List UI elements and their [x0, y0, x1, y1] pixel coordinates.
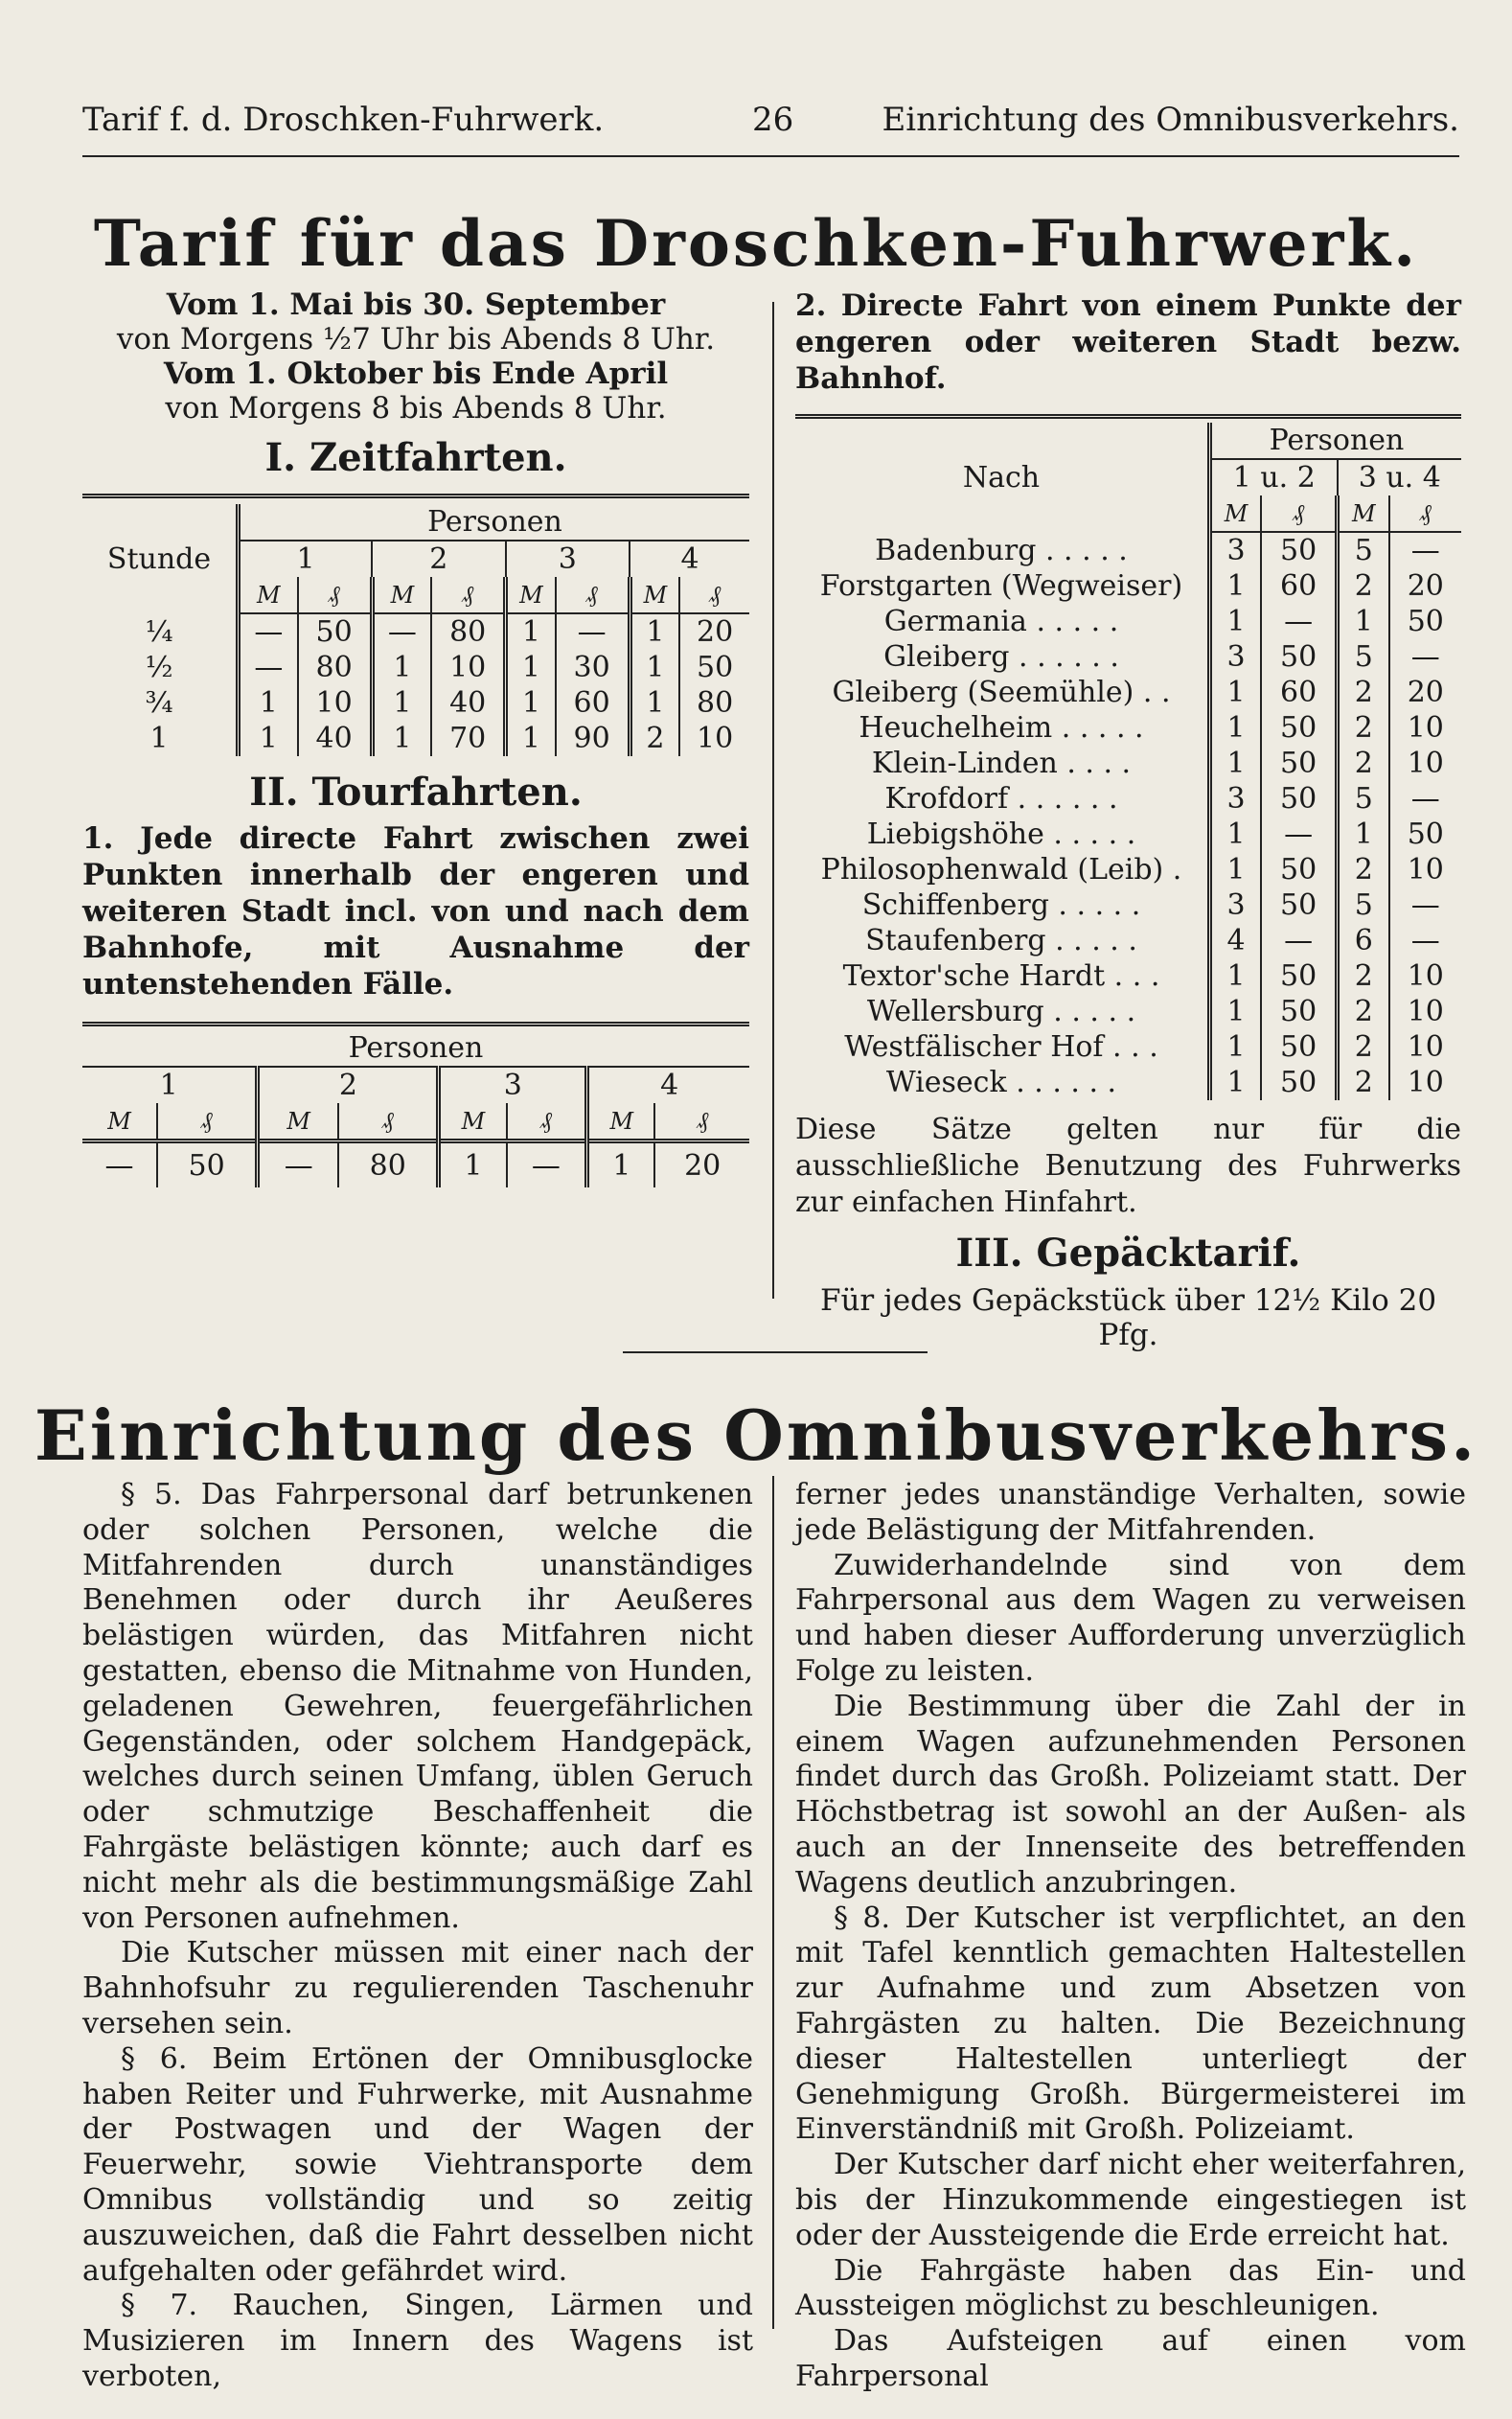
destination-fare: 60	[1261, 675, 1338, 710]
destination-fare: —	[1410, 924, 1440, 957]
destination-row	[795, 817, 1461, 852]
tour-table	[82, 1030, 749, 1187]
destination-name: Textor'sche Hardt . . .	[795, 958, 1210, 994]
timefare-row	[82, 685, 749, 721]
fare-cell: 70	[431, 721, 505, 756]
destination-fare: —	[1410, 888, 1440, 922]
section1-heading: I. Zeitfahrten.	[264, 435, 567, 480]
omnibus-right-column	[795, 1478, 1466, 2395]
unit-pfennig: ₰	[556, 577, 630, 613]
destination-fare: —	[1410, 534, 1440, 567]
col-personen: Personen	[239, 504, 750, 541]
fare-cell: 50	[298, 613, 372, 650]
fare-cell: 1	[630, 613, 679, 650]
persons-4: 4	[680, 542, 699, 576]
tour-fare-cell: 20	[684, 1148, 722, 1183]
destination-fare: 10	[1407, 959, 1444, 993]
timefare-row	[82, 613, 749, 650]
fare-cell: 1	[630, 650, 679, 685]
destination-fare: 5	[1338, 639, 1389, 675]
unit-pfennig: ₰	[1389, 495, 1461, 532]
fare-cell: 2	[630, 721, 679, 756]
destination-fare: 10	[1407, 1066, 1444, 1099]
omnibus-left-column	[82, 1478, 753, 2395]
destination-fare: 1	[1210, 852, 1262, 887]
column-divider-upper	[772, 302, 774, 1299]
tour-fare-cell: —	[258, 1141, 338, 1188]
destination-row	[795, 675, 1461, 710]
destination-fare: 10	[1407, 711, 1444, 745]
destination-fare: —	[1261, 817, 1338, 852]
table3-top-rule	[795, 414, 1461, 419]
tariff-title: Tarif für das Droschken-Fuhrwerk.	[93, 206, 1419, 281]
destination-fare: 50	[1261, 1065, 1338, 1100]
dest-group-3-4: 3 u. 4	[1358, 461, 1441, 495]
destination-table	[795, 423, 1461, 1100]
fare-cell: 10	[431, 650, 505, 685]
running-head-right: Einrichtung des Omnibusverkehrs.	[882, 101, 1459, 139]
destination-fare: 50	[1261, 852, 1338, 887]
fare-cell: 40	[431, 685, 505, 721]
season2-hours: von Morgens 8 bis Abends 8 Uhr.	[165, 391, 667, 426]
section2-heading: II. Tourfahrten.	[249, 770, 583, 815]
destination-row	[795, 639, 1461, 675]
destination-name: Gleiberg . . . . . .	[795, 639, 1210, 675]
destination-fare: 50	[1261, 746, 1338, 781]
destination-fare: 50	[1261, 781, 1338, 817]
destination-fare: —	[1410, 640, 1440, 674]
destination-fare: —	[1261, 923, 1338, 958]
regulation-paragraph: § 8. Der Kutscher ist verpflichtet, an den mit Tafel kenntlich gemachten Haltestellen zur Aufnahme und zum Absetzen von Fahrgästen zu halten. Die Bezeichnung dieser Haltestellen unterliegt der Genehmigung Großh. Bürgermeisterei im Einverständniß mit Großh. Polizeiamt.	[795, 1901, 1466, 2147]
unit-mark: M	[506, 577, 556, 613]
destination-fare: 2	[1338, 994, 1389, 1029]
season1-hours: von Morgens ½7 Uhr bis Abends 8 Uhr.	[116, 322, 716, 357]
tariff-left-column	[82, 288, 749, 1187]
destination-fare: 50	[1261, 532, 1338, 568]
fare-cell: 80	[697, 686, 734, 720]
fare-cell: 1	[630, 685, 679, 721]
unit-mark: M	[1338, 495, 1389, 532]
destination-fare: 50	[1261, 994, 1338, 1029]
stunde-cell: ¾	[82, 685, 239, 721]
col-stunde: Stunde	[82, 504, 239, 613]
destination-name: Heuchelheim . . . . .	[795, 710, 1210, 746]
fare-cell: —	[556, 613, 630, 650]
destination-fare: 1	[1338, 604, 1389, 639]
stunde-cell: ½	[82, 650, 239, 685]
destination-fare: 60	[1261, 568, 1338, 604]
luggage-text: Für jedes Gepäckstück über 12½ Kilo 20 Pfg.	[819, 1283, 1437, 1352]
destination-fare: 4	[1210, 923, 1262, 958]
destination-fare: 10	[1407, 995, 1444, 1028]
unit-mark: M	[630, 577, 679, 613]
fare-cell: 20	[697, 615, 734, 649]
tour-persons-2: 2	[258, 1067, 439, 1103]
destination-fare: 50	[1261, 887, 1338, 923]
usage-note: Diese Sätze gelten nur für die ausschließliche Benutzung des Fuhrwerks zur einfachen Hinfahrt.	[795, 1113, 1461, 1219]
fare-cell: 1	[239, 721, 298, 756]
unit-pfennig: ₰	[431, 577, 505, 613]
dest-col-personen: Personen	[1210, 423, 1462, 459]
fare-cell: 80	[431, 613, 505, 650]
destination-fare: 1	[1210, 958, 1262, 994]
destination-fare: —	[1410, 782, 1440, 816]
regulation-paragraph: ferner jedes unanständige Verhalten, sowie jede Belästigung der Mitfahrenden.	[795, 1478, 1466, 1547]
destination-fare: 2	[1338, 568, 1389, 604]
fare-cell: 90	[556, 721, 630, 756]
destination-fare: 3	[1210, 532, 1262, 568]
destination-row	[795, 958, 1461, 994]
destination-fare: 3	[1210, 639, 1262, 675]
destination-name: Gleiberg (Seemühle) . .	[795, 675, 1210, 710]
destination-fare: 5	[1338, 532, 1389, 568]
tour-fare-cell: —	[82, 1141, 157, 1188]
unit-pfennig: ₰	[654, 1103, 749, 1141]
timefare-row	[82, 650, 749, 685]
destination-name: Schiffenberg . . . . .	[795, 887, 1210, 923]
destination-name: Westfälischer Hof . . .	[795, 1029, 1210, 1065]
header-rule	[82, 155, 1459, 157]
destination-fare: 1	[1210, 817, 1262, 852]
destination-fare: 50	[1261, 639, 1338, 675]
destination-row	[795, 1029, 1461, 1065]
destination-fare: 2	[1338, 852, 1389, 887]
destination-row	[795, 923, 1461, 958]
unit-mark: M	[258, 1103, 338, 1141]
regulation-paragraph: Die Kutscher müssen mit einer nach der Bahnhofsuhr zu regulierenden Taschenuhr versehen sein.	[82, 1936, 753, 2040]
destination-name: Krofdorf . . . . . .	[795, 781, 1210, 817]
persons-2: 2	[372, 541, 506, 577]
destination-fare: 20	[1407, 569, 1444, 603]
fare-cell: —	[239, 650, 298, 685]
tour-persons-4: 4	[660, 1069, 679, 1102]
fare-cell: 10	[298, 685, 372, 721]
fare-cell: 1	[506, 613, 556, 650]
destination-name: Liebigshöhe . . . . .	[795, 817, 1210, 852]
destination-fare: 50	[1261, 958, 1338, 994]
fare-cell: 80	[298, 650, 372, 685]
section2-item1: 1. Jede directe Fahrt zwischen zwei Punkten innerhalb der engeren und weiteren Stadt incl. von und nach dem Bahnhofe, mit Ausnahme der untenstehenden Fälle.	[82, 821, 749, 1002]
destination-fare: 50	[1407, 818, 1444, 851]
regulation-paragraph: § 5. Das Fahrpersonal darf betrunkenen oder solchen Personen, welche die Mitfahrenden durch unanständiges Benehmen oder durch ihr Aeußeres belästigen würden, das Mitfahren nicht gestatten, ebenso die Mitnahme von Hunden, geladenen Gewehren, feuergefährlichen Gegenständen, oder solchem Handgepäck, welches durch seinen Umfang, üblen Geruch oder schmutzige Beschaffenheit die Fahrgäste belästigen könnte; auch darf es nicht mehr als die bestimmungsmäßige Zahl von Personen aufnehmen.	[82, 1478, 753, 1935]
fare-cell: 1	[239, 685, 298, 721]
section3-heading: III. Gepäcktarif.	[955, 1231, 1301, 1276]
destination-fare: 3	[1210, 781, 1262, 817]
fare-cell: 1	[506, 650, 556, 685]
destination-row	[795, 746, 1461, 781]
destination-row	[795, 781, 1461, 817]
destination-name: Forstgarten (Wegweiser)	[795, 568, 1210, 604]
unit-mark: M	[587, 1103, 655, 1141]
fare-cell: 1	[372, 721, 431, 756]
unit-mark: M	[1210, 495, 1262, 532]
destination-name: Klein-Linden . . . .	[795, 746, 1210, 781]
season2-heading: Vom 1. Oktober bis Ende April	[163, 357, 669, 391]
fare-cell: 1	[372, 650, 431, 685]
fare-cell: 40	[298, 721, 372, 756]
unit-mark: M	[439, 1103, 507, 1141]
destination-fare: 1	[1210, 568, 1262, 604]
destination-fare: 50	[1261, 1029, 1338, 1065]
destination-row	[795, 568, 1461, 604]
destination-fare: 2	[1338, 1065, 1389, 1100]
regulation-paragraph: Die Fahrgäste haben das Ein- und Aussteigen möglichst zu beschleunigen.	[795, 2253, 1466, 2323]
destination-name: Philosophenwald (Leib) .	[795, 852, 1210, 887]
tour-fare-cell: 1	[587, 1141, 655, 1188]
destination-fare: —	[1261, 604, 1338, 639]
destination-row	[795, 532, 1461, 568]
persons-1: 1	[239, 541, 373, 577]
destination-row	[795, 887, 1461, 923]
persons-3: 3	[506, 541, 630, 577]
destination-fare: 50	[1261, 710, 1338, 746]
destination-fare: 20	[1407, 676, 1444, 709]
stunde-cell: ¼	[82, 613, 239, 650]
unit-pfennig: ₰	[679, 577, 749, 613]
destination-row	[795, 604, 1461, 639]
fare-cell: 1	[506, 685, 556, 721]
timefare-table	[82, 504, 749, 756]
stunde-cell: 1	[82, 721, 239, 756]
unit-pfennig: ₰	[507, 1103, 587, 1141]
tour-fare-cell: —	[507, 1141, 587, 1188]
unit-pfennig: ₰	[1261, 495, 1338, 532]
col-nach: Nach	[795, 423, 1210, 532]
tour-persons-1: 1	[82, 1067, 258, 1103]
fare-cell: 60	[556, 685, 630, 721]
destination-fare: 1	[1210, 1029, 1262, 1065]
destination-fare: 10	[1407, 1030, 1444, 1064]
table2-top-rule	[82, 1022, 749, 1026]
fare-cell: —	[372, 613, 431, 650]
destination-name: Staufenberg . . . . .	[795, 923, 1210, 958]
timefare-row	[82, 721, 749, 756]
regulation-paragraph: Der Kutscher darf nicht eher weiterfahren, bis der Hinzukommende eingestiegen ist oder der Aussteigende die Erde erreicht hat.	[795, 2148, 1466, 2252]
destination-fare: 1	[1210, 604, 1262, 639]
destination-row	[795, 852, 1461, 887]
fare-cell: 50	[697, 651, 734, 684]
tariff-right-column	[795, 288, 1461, 1352]
destination-name: Wellersburg . . . . .	[795, 994, 1210, 1029]
destination-fare: 1	[1210, 994, 1262, 1029]
destination-fare: 1	[1338, 817, 1389, 852]
destination-row	[795, 710, 1461, 746]
fare-cell: 1	[372, 685, 431, 721]
destination-fare: 2	[1338, 675, 1389, 710]
fare-cell: —	[239, 613, 298, 650]
destination-fare: 2	[1338, 1029, 1389, 1065]
section2-item2: 2. Directe Fahrt von einem Punkte der engeren oder weiteren Stadt bezw. Bahnhof.	[795, 288, 1461, 396]
unit-mark: M	[82, 1103, 157, 1141]
fare-cell: 30	[556, 650, 630, 685]
destination-fare: 2	[1338, 958, 1389, 994]
destination-name: Badenburg . . . . .	[795, 532, 1210, 568]
regulation-paragraph: § 7. Rauchen, Singen, Lärmen und Musizieren im Innern des Wagens ist verboten,	[82, 2289, 753, 2393]
unit-pfennig: ₰	[298, 577, 372, 613]
destination-fare: 3	[1210, 887, 1262, 923]
tour-col-personen: Personen	[82, 1030, 749, 1067]
destination-fare: 2	[1338, 710, 1389, 746]
fare-cell: 1	[506, 721, 556, 756]
destination-fare: 1	[1210, 1065, 1262, 1100]
tour-fare-cell: 1	[439, 1141, 507, 1188]
unit-pfennig: ₰	[338, 1103, 439, 1141]
tour-persons-3: 3	[439, 1067, 587, 1103]
table1-top-rule	[82, 494, 749, 498]
regulation-paragraph: § 6. Beim Ertönen der Omnibusglocke haben Reiter und Fuhrwerke, mit Ausnahme der Postwagen und der Wagen der Feuerwehr, sowie Viehtransporte dem Omnibus vollständig und so zeitig auszuweichen, daß die Fahrt desselben nicht aufgehalten oder gefährdet wird.	[82, 2041, 753, 2288]
tour-fare-cell: 80	[338, 1141, 439, 1188]
tour-fare-cell: 50	[157, 1141, 258, 1188]
omnibus-title: Einrichtung des Omnibusverkehrs.	[34, 1394, 1478, 1476]
destination-fare: 1	[1210, 675, 1262, 710]
fare-cell: 10	[697, 722, 734, 755]
destination-fare: 10	[1407, 747, 1444, 780]
running-head-left: Tarif f. d. Droschken-Fuhrwerk.	[82, 101, 605, 139]
destination-fare: 1	[1210, 710, 1262, 746]
column-divider-lower	[772, 1476, 774, 2329]
page-number: 26	[752, 101, 794, 139]
destination-row	[795, 994, 1461, 1029]
season1-heading: Vom 1. Mai bis 30. September	[166, 288, 666, 322]
destination-fare: 1	[1210, 746, 1262, 781]
destination-name: Germania . . . . .	[795, 604, 1210, 639]
destination-fare: 5	[1338, 781, 1389, 817]
section-divider	[623, 1351, 928, 1353]
destination-fare: 10	[1407, 853, 1444, 887]
destination-row	[795, 1065, 1461, 1100]
regulation-paragraph: Zuwiderhandelnde sind von dem Fahrpersonal aus dem Wagen zu verweisen und haben dieser Aufforderung unverzüglich Folge zu leisten.	[795, 1548, 1466, 1688]
destination-fare: 50	[1407, 605, 1444, 638]
unit-mark: M	[372, 577, 431, 613]
destination-name: Wieseck . . . . . .	[795, 1065, 1210, 1100]
regulation-paragraph: Die Bestimmung über die Zahl der in einem Wagen aufzunehmenden Personen findet durch das Großh. Polizeiamt statt. Der Höchstbetrag ist sowohl an der Außen- als auch an der Innenseite des betreffenden Wagens deutlich anzubringen.	[795, 1689, 1466, 1900]
unit-pfennig: ₰	[157, 1103, 258, 1141]
destination-fare: 5	[1338, 887, 1389, 923]
regulation-paragraph: Das Aufsteigen auf einen vom Fahrpersonal	[795, 2324, 1466, 2393]
unit-mark: M	[239, 577, 298, 613]
destination-fare: 2	[1338, 746, 1389, 781]
dest-group-1-2: 1 u. 2	[1210, 459, 1338, 495]
destination-fare: 6	[1338, 923, 1389, 958]
